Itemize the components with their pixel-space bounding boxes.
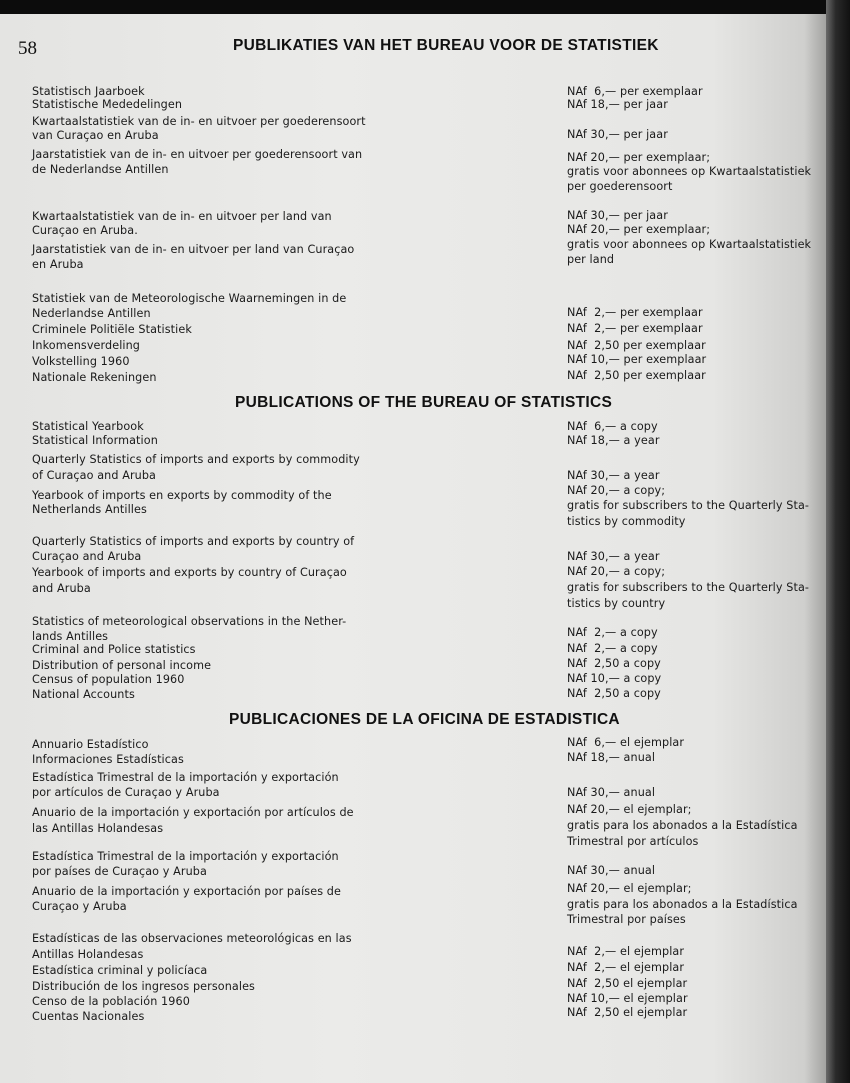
price-line: gratis para los abonados a la Estadística [567, 819, 798, 832]
price-line: NAf 20,— per exemplaar; [567, 151, 711, 164]
price-line: NAf 2,50 el ejemplar [567, 977, 688, 990]
price-line: Trimestral por artículos [567, 835, 699, 848]
price-line: NAf 20,— per exemplaar; [567, 223, 711, 236]
price-line: gratis for subscribers to the Quarterly Sta- [567, 581, 810, 594]
publication-title-line: van Curaçao en Aruba [32, 129, 159, 142]
section-heading: PUBLICATIONS OF THE BUREAU OF STATISTICS [235, 394, 613, 411]
price-line: Trimestral por países [567, 913, 686, 926]
price-line: NAf 2,50 a copy [567, 687, 661, 700]
price-line: NAf 10,— per exemplaar [567, 353, 707, 366]
price-line: gratis voor abonnees op Kwartaalstatistiek [567, 238, 812, 251]
publication-title-line: Statistisch Jaarboek [32, 85, 145, 98]
price-line: NAf 2,— per exemplaar [567, 322, 703, 335]
publication-title-line: por artículos de Curaçao y Aruba [32, 786, 220, 799]
publication-title-line: Criminele Politiële Statistiek [32, 323, 192, 336]
publication-title-line: Census of population 1960 [32, 673, 185, 686]
price-line: NAf 30,— per jaar [567, 209, 668, 222]
publication-title-line: Quarterly Statistics of imports and exports by country of [32, 535, 355, 548]
price-line: NAf 18,— anual [567, 751, 656, 764]
publication-title-line: Distribución de los ingresos personales [32, 980, 255, 993]
price-line: NAf 10,— a copy [567, 672, 662, 685]
price-line: NAf 2,— el ejemplar [567, 945, 685, 958]
publication-title-line: Antillas Holandesas [32, 948, 144, 961]
price-line: NAf 2,50 per exemplaar [567, 369, 706, 382]
price-line: NAf 2,50 per exemplaar [567, 339, 706, 352]
price-line: per goederensoort [567, 180, 673, 193]
price-line: NAf 2,— a copy [567, 626, 658, 639]
publication-title-line: Informaciones Estadísticas [32, 753, 184, 766]
publication-title-line: las Antillas Holandesas [32, 822, 164, 835]
price-line: NAf 2,— per exemplaar [567, 306, 703, 319]
price-line: NAf 30,— anual [567, 864, 656, 877]
publication-title-line: Netherlands Antilles [32, 503, 147, 516]
price-line: NAf 10,— el ejemplar [567, 992, 688, 1005]
price-line: tistics by commodity [567, 515, 686, 528]
section-heading: PUBLICACIONES DE LA OFICINA DE ESTADISTICA [229, 711, 620, 728]
book-spine-shadow [826, 0, 850, 1083]
publication-title-line: Kwartaalstatistiek van de in- en uitvoer per goederensoort [32, 115, 366, 128]
publication-title-line: Estadística Trimestral de la importación y exportación [32, 771, 339, 784]
publication-title-line: Anuario de la importación y exportación por países de [32, 885, 341, 898]
price-line: per land [567, 253, 615, 266]
publication-title-line: lands Antilles [32, 630, 109, 643]
publication-title-line: Quarterly Statistics of imports and exports by commodity [32, 453, 360, 466]
publication-title-line: Jaarstatistiek van de in- en uitvoer per goederensoort van [32, 148, 363, 161]
price-line: NAf 6,— el ejemplar [567, 736, 685, 749]
price-line: tistics by country [567, 597, 666, 610]
publication-title-line: Criminal and Police statistics [32, 643, 196, 656]
publication-title-line: Statistiek van de Meteorologische Waarnemingen in de [32, 292, 347, 305]
publication-title-line: Curaçao y Aruba [32, 900, 127, 913]
publication-title-line: Nederlandse Antillen [32, 307, 151, 320]
price-line: NAf 30,— a year [567, 550, 660, 563]
publication-title-line: Nationale Rekeningen [32, 371, 157, 384]
price-line: NAf 18,— per jaar [567, 98, 668, 111]
price-line: gratis voor abonnees op Kwartaalstatistiek [567, 165, 812, 178]
price-line: NAf 6,— a copy [567, 420, 658, 433]
publication-title-line: and Aruba [32, 582, 91, 595]
publication-title-line: Jaarstatistiek van de in- en uitvoer per land van Curaçao [32, 243, 355, 256]
price-line: NAf 2,50 a copy [567, 657, 661, 670]
publication-title-line: Statistical Yearbook [32, 420, 144, 433]
publication-title-line: Estadística Trimestral de la importación y exportación [32, 850, 339, 863]
page-number: 58 [18, 38, 37, 59]
price-line: NAf 30,— per jaar [567, 128, 668, 141]
price-line: NAf 20,— a copy; [567, 565, 666, 578]
publication-title-line: Statistics of meteorological observations in the Nether- [32, 615, 347, 628]
publication-title-line: Statistische Mededelingen [32, 98, 183, 111]
price-line: NAf 2,— el ejemplar [567, 961, 685, 974]
publication-title-line: por países de Curaçao y Aruba [32, 865, 207, 878]
publication-title-line: Yearbook of imports and exports by country of Curaçao [32, 566, 347, 579]
publication-title-line: Yearbook of imports en exports by commodity of the [32, 489, 332, 502]
publication-title-line: Estadística criminal y policíaca [32, 964, 208, 977]
price-line: NAf 2,50 el ejemplar [567, 1006, 688, 1019]
publication-title-line: Curaçao en Aruba. [32, 224, 138, 237]
publication-title-line: Kwartaalstatistiek van de in- en uitvoer per land van [32, 210, 332, 223]
publication-title-line: Curaçao and Aruba [32, 550, 142, 563]
publication-title-line: Annuario Estadístico [32, 738, 149, 751]
price-line: NAf 20,— a copy; [567, 484, 666, 497]
price-line: gratis para los abonados a la Estadística [567, 898, 798, 911]
price-line: NAf 30,— a year [567, 469, 660, 482]
publication-title-line: Statistical Information [32, 434, 158, 447]
price-line: NAf 18,— a year [567, 434, 660, 447]
price-line: NAf 2,— a copy [567, 642, 658, 655]
publication-title-line: Cuentas Nacionales [32, 1010, 145, 1023]
section-heading: PUBLIKATIES VAN HET BUREAU VOOR DE STATISTIEK [233, 37, 659, 54]
price-line: NAf 20,— el ejemplar; [567, 882, 692, 895]
publication-title-line: Censo de la población 1960 [32, 995, 190, 1008]
publication-title-line: Volkstelling 1960 [32, 355, 130, 368]
price-line: NAf 6,— per exemplaar [567, 85, 703, 98]
publication-title-line: en Aruba [32, 258, 84, 271]
publication-title-line: de Nederlandse Antillen [32, 163, 169, 176]
publication-title-line: Anuario de la importación y exportación por artículos de [32, 806, 354, 819]
publication-title-line: Estadísticas de las observaciones meteorológicas en las [32, 932, 352, 945]
publication-title-line: National Accounts [32, 688, 135, 701]
publication-title-line: of Curaçao and Aruba [32, 469, 157, 482]
price-line: NAf 30,— anual [567, 786, 656, 799]
publication-title-line: Distribution of personal income [32, 659, 212, 672]
price-line: gratis for subscribers to the Quarterly Sta- [567, 499, 810, 512]
price-line: NAf 20,— el ejemplar; [567, 803, 692, 816]
publication-title-line: Inkomensverdeling [32, 339, 141, 352]
document-page [0, 14, 838, 1083]
